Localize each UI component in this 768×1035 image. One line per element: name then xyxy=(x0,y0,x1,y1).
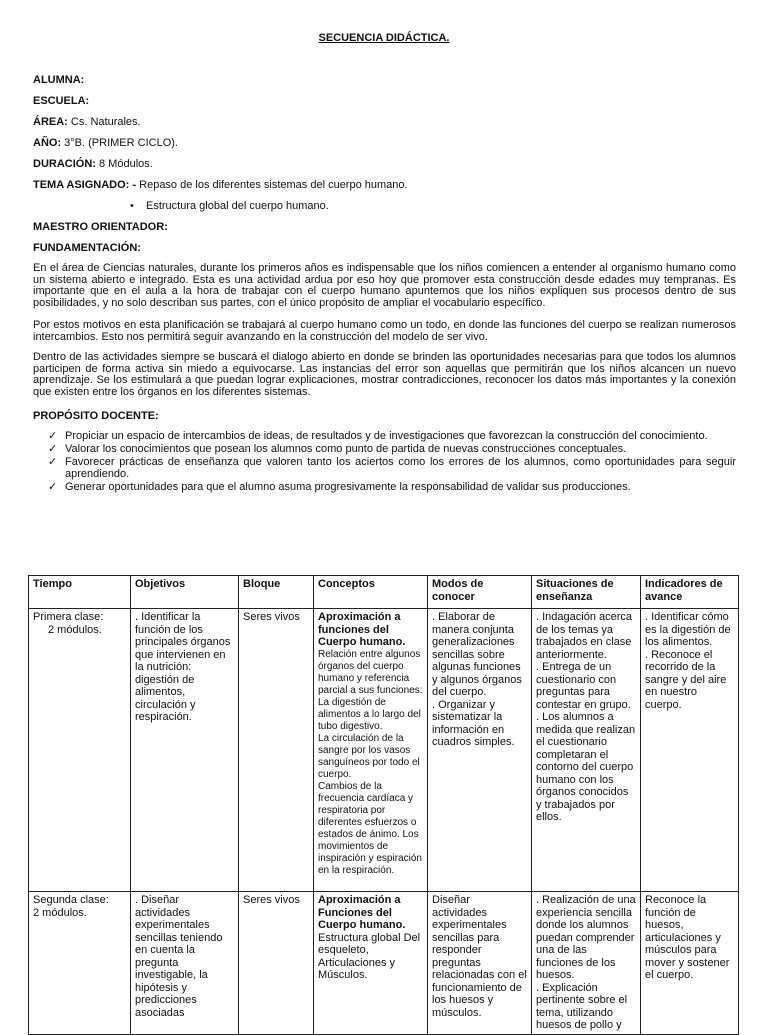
cell-bloque: Seres vivos xyxy=(239,609,314,892)
proposito-item xyxy=(48,482,736,494)
cell-tiempo xyxy=(29,609,131,892)
checkmark-icon: ✓ xyxy=(48,443,58,456)
proposito-text: Valorar los conocimientos que posean los alumnos como punto de partida de nuevas construcciones conceptuales. xyxy=(65,443,627,456)
tema-label: TEMA ASIGNADO: - xyxy=(33,179,137,191)
cell-indicadores xyxy=(641,892,739,1035)
table-row xyxy=(29,892,739,1035)
cell-situaciones xyxy=(532,892,641,1035)
tiempo-line: 2 módulos. xyxy=(48,623,102,636)
situacion-line: . Los alumnos a medida que realizan el cuestionario completaran el contorno del cuerpo humano con los órganos conocidos y trabajados por ellos. xyxy=(536,711,636,823)
concept-line: La digestión de alimentos a lo largo del tubo digestivo. xyxy=(318,696,421,732)
concept-line: Cambios de la frecuencia cardíaca y respiratoria por diferentes esfuerzos o estados de ánimo. Los movimientos de inspiración y espiración en la respiración. xyxy=(318,780,422,876)
field-anio xyxy=(33,137,178,150)
alumna-label: ALUMNA: xyxy=(33,74,85,86)
situacion-line: . Entrega de un cuestionario con preguntas para contestar en grupo. xyxy=(536,661,631,711)
field-duracion xyxy=(33,158,153,171)
proposito-text: Propiciar un espacio de intercambios de ideas, de resultados y de investigaciones que favorezcan la construcción del conocimiento. xyxy=(65,430,708,442)
fundamentacion-paragraph-3: Dentro de las actividades siempre se buscará el dialogo abierto en donde se brinden las oportunidades necesarias para que todos los alumnos participen de forma activa sin miedo a equivocarse. Las instancias del error son aquellas que permitirán que los niños alcancen un nuevo aprendizaje. Se los estimulará a que puedan lograr explicaciones, mostrar contradicciones, reconocer los datos más importantes y la conexión que existen entre los órganos en los diferentes sistemas. xyxy=(33,351,736,398)
proposito-heading xyxy=(33,410,159,423)
indicador-line: . Reconoce el recorrido de la sangre y del aire en nuestro cuerpo. xyxy=(645,648,727,711)
cell-bloque: Seres vivos xyxy=(239,892,314,1035)
situacion-line: . Indagación acerca de los temas ya trabajados en clase anteriormente. xyxy=(536,611,633,661)
modo-line: Diseñar actividades experimentales sencillas para responder preguntas relacionadas con el funcionamiento de los huesos y músculos. xyxy=(432,894,527,1019)
indicador-line: Reconoce la función de huesos, articulaciones y músculos para mover y sostener el cuerpo. xyxy=(645,894,730,981)
area-label: ÁREA: xyxy=(33,116,68,128)
tiempo-line: Segunda clase: xyxy=(33,894,109,906)
cell-modos xyxy=(428,609,532,892)
header-bloque: Bloque xyxy=(239,576,314,609)
anio-value: 3°B. (PRIMER CICLO). xyxy=(61,137,178,149)
concept-line: Estructura global Del esqueleto, Articulaciones y Músculos. xyxy=(318,931,421,981)
planning-table xyxy=(28,575,739,1035)
cell-tiempo xyxy=(29,892,131,1035)
fundamentacion-paragraph-2: Por estos motivos en esta planificación se trabajará al cuerpo humano como un todo, en donde las funciones del cuerpo se realizan numerosos intercambios. Esto nos permitirá seguir avanzando en la construcción del modelo de ser vivo. xyxy=(33,319,736,343)
duracion-label: DURACIÓN: xyxy=(33,158,96,170)
cell-indicadores xyxy=(641,609,739,892)
proposito-item xyxy=(48,431,736,443)
duracion-value: 8 Módulos. xyxy=(95,158,153,170)
fundamentacion-paragraph-1: En el área de Ciencias naturales, durante los primeros años es indispensable que los niños comiencen a entender al organismo humano como un sistema abierto e integrado. Esta es una actividad ardua por eso hoy que promover esta construcción desde edades muy tempranas. Es importante que en el aula a la hora de trabajar con el cuerpo humano apuntemos que los niños expliquen sus procesos dentro de sus posibilidades, y no solo describan sus partes, con el único propósito de ampliar el vocabulario específico. xyxy=(33,262,736,309)
area-value: Cs. Naturales. xyxy=(67,116,141,128)
header-situaciones: Situaciones de enseñanza xyxy=(532,576,641,609)
tiempo-line: 2 módulos. xyxy=(33,906,87,919)
field-escuela xyxy=(33,95,89,108)
document-title: SECUENCIA DIDÁCTICA. xyxy=(318,32,450,44)
concept-line: Relación entre algunos órganos del cuerpo humano y referencia parcial a sus funciones: xyxy=(318,648,423,696)
anio-label: AÑO: xyxy=(33,137,62,149)
header-tiempo: Tiempo xyxy=(29,576,131,609)
tiempo-line: Primera clase: xyxy=(33,611,104,623)
modo-line: . Elaborar de manera conjunta generalizaciones sencillas sobre algunas funciones y algunos órganos del cuerpo. xyxy=(432,611,522,698)
maestro-label: MAESTRO ORIENTADOR: xyxy=(33,221,168,233)
fundamentacion-label: FUNDAMENTACIÓN: xyxy=(33,242,141,254)
header-modos: Modos de conocer xyxy=(428,576,532,609)
cell-conceptos xyxy=(314,892,428,1035)
field-maestro xyxy=(33,221,168,234)
field-area xyxy=(33,116,141,129)
table-row xyxy=(29,609,739,892)
cell-objetivos: . Diseñar actividades experimentales sencillas teniendo en cuenta la pregunta investigable, la hipótesis y predicciones asociadas xyxy=(131,892,239,1035)
proposito-text: Favorecer prácticas de enseñanza que valoren tanto los aciertos como los errores de los alumnos, como oportunidades para seguir aprendiendo. xyxy=(65,456,736,480)
concept-title: Aproximación a Funciones del Cuerpo humano. xyxy=(318,894,406,931)
cell-conceptos xyxy=(314,609,428,892)
indicador-line: . Identificar cómo es la digestión de los alimentos. xyxy=(645,611,731,648)
concept-title: Aproximación a funciones del Cuerpo humano. xyxy=(318,611,406,648)
cell-situaciones xyxy=(532,609,641,892)
field-tema xyxy=(33,179,408,192)
checkmark-icon: ✓ xyxy=(48,480,58,493)
situacion-line: . Realización de una experiencia sencilla donde los alumnos puedan comprender una de las funciones de los huesos. xyxy=(536,894,636,981)
proposito-item xyxy=(48,444,736,456)
header-indicadores: Indicadores de avance xyxy=(641,576,739,609)
modo-line: . Organizar y sistematizar la información en cuadros simples. xyxy=(432,698,515,748)
situacion-line: . Explicación pertinente sobre el tema, utilizando huesos de pollo y xyxy=(536,981,628,1031)
tema-value: Repaso de los diferentes sistemas del cuerpo humano. xyxy=(136,179,408,191)
header-conceptos: Conceptos xyxy=(314,576,428,609)
proposito-text: Generar oportunidades para que el alumno asuma progresivamente la responsabilidad de validar sus producciones. xyxy=(65,480,631,493)
proposito-item xyxy=(48,457,736,480)
field-fundamentacion xyxy=(33,242,141,255)
tema-bullet-text: Estructura global del cuerpo humano. xyxy=(146,200,329,212)
proposito-label: PROPÓSITO DOCENTE: xyxy=(33,410,159,422)
checkmark-icon: ✓ xyxy=(48,430,58,442)
cell-objetivos: . Identificar la función de los principales órganos que intervienen en la nutrición: digestión de alimentos, circulación y respiración. xyxy=(131,609,239,892)
field-alumna xyxy=(33,74,84,87)
proposito-list xyxy=(48,431,736,495)
escuela-label: ESCUELA: xyxy=(33,95,90,107)
cell-modos xyxy=(428,892,532,1035)
bullet-dot-icon: • xyxy=(130,200,134,212)
table-header-row xyxy=(29,576,739,609)
concept-line: La circulación de la sangre por los vasos sanguíneos por todo el cuerpo. xyxy=(318,732,420,780)
header-objetivos: Objetivos xyxy=(131,576,239,609)
checkmark-icon: ✓ xyxy=(48,456,58,469)
